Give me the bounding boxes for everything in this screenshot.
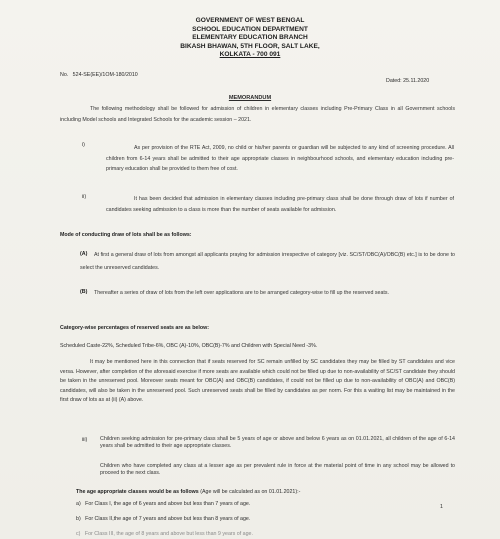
header-line-2: SCHOOL EDUCATION DEPARTMENT — [192, 25, 308, 33]
category-percentages: Scheduled Caste-22%, Scheduled Tribe-6%, OBC (A)-10%, OBC(B)-7% and Children with Special Need -3%. — [60, 343, 318, 349]
point-i-number: i) — [82, 142, 85, 148]
point-iii-text-2: Children who have completed any class at a lesser age as per prevalent rule in force at the material point of time in any school may be allowed to proceed to the next class. — [100, 463, 455, 477]
category-heading: Category-wise percentages of reserved seats are as below: — [60, 325, 209, 331]
mode-heading: Mode of conducting draw of lots shall be as follows: — [60, 232, 192, 238]
header-line-3: ELEMENTARY EDUCATION BRANCH — [192, 34, 308, 42]
letterhead — [0, 17, 500, 60]
point-ii-number: ii) — [82, 194, 87, 200]
memo-date: Dated: 25.11.2020 — [386, 78, 430, 84]
age-note: (Age will be calculated as on 01.01.2021):- — [200, 489, 301, 495]
intro-paragraph: The following methodology shall be followed for admission of children in elementary classes including Pre-Primary Class in all Government schools including Model schools and Integrated Schools for the academic session – 2021. — [60, 106, 455, 123]
mode-b-label: (B) — [80, 289, 88, 295]
age-heading-line — [76, 489, 300, 496]
memo-title: MEMORANDUM — [228, 95, 272, 101]
age-item-a-text: For Class I, the age of 6 years and above but less than 7 years of age. — [85, 501, 251, 507]
point-ii-text: It has been decided that admission in elementary classes including pre-primary class shall be done through draw of lots if number of candidates seeking admission to a class is more than the number of seats available for admission. — [106, 196, 454, 213]
age-item-b — [76, 516, 250, 523]
point-i-text: As per provision of the RTE Act, 2009, no child or his/her parents or guardian will be subjected to any kind of screening procedure. All children from 6-14 years shall be admitted to their age appropriate classes in neighbourhood schools, and elementary education including pre-primary education shall be provided to them free of cost. — [106, 145, 454, 173]
point-iii-text: Children seeking admission for pre-primary class shall be 5 years of age or above and below 6 years as on 01.01.2021, all children of the age of 6-14 years shall be admitted to their age appropriate classes. — [100, 436, 455, 450]
mode-a-label: (A) — [80, 251, 88, 257]
mode-b-text: Thereafter a series of draw of lots from the left over applications are to be arranged category-wise to fill up the reserved seats. — [94, 290, 390, 296]
mode-a-text: At first a general draw of lots from amongst all applicants praying for admission irrespective of category [viz. SC/ST/OBC(A)/OBC(B) etc.] is to be done to select the unreserved candidates. — [80, 252, 455, 271]
age-item-b-label: b) — [76, 516, 81, 522]
reference-number — [60, 72, 138, 79]
header-line-1: GOVERNMENT OF WEST BENGAL — [195, 17, 305, 24]
age-item-c — [76, 531, 253, 538]
ref-no-label: No. — [60, 72, 69, 78]
age-heading: The age appropriate classes would be as follows — [76, 489, 199, 495]
header-line-5: KOLKATA - 700 091 — [219, 51, 281, 59]
age-item-b-text: For Class II,the age of 7 years and above but less than 8 years of age. — [85, 516, 251, 522]
mention-paragraph: It may be mentioned here in this connection that if seats reserved for SC remain unfilled by SC candidates they may be filled by ST candidates and vice versa. However, after completion of the aforesaid exercise if more seats are available which could not be filled up due to non-availability of SC/ST candidate they should be taken in the unreserved pool. Moreover seats meant for OBC(A) and OBC(B) candidates, if could not be filled up due to non-availability of OBC(A) and OBC(B) candidates, will also be taken in the unreserved pool. Such unreserved seats shall be filled by candidates as per norm. For this a waiting list may be maintained in the first draw of lots as at (ii) (A) above. — [60, 359, 455, 404]
age-item-c-text: For Class III, the age of 8 years and above but less than 9 years of age. — [84, 531, 253, 537]
age-item-c-label: c) — [76, 531, 81, 537]
age-item-a-label: a) — [76, 501, 81, 507]
ref-no-value: 524-SE(EE)/1OM-180/2010 — [72, 72, 138, 78]
header-line-4: BIKASH BHAWAN, 5TH FLOOR, SALT LAKE, — [180, 42, 320, 50]
age-item-a — [76, 501, 250, 508]
point-iii-number: iii) — [82, 437, 88, 443]
page-number: 1 — [440, 504, 443, 510]
